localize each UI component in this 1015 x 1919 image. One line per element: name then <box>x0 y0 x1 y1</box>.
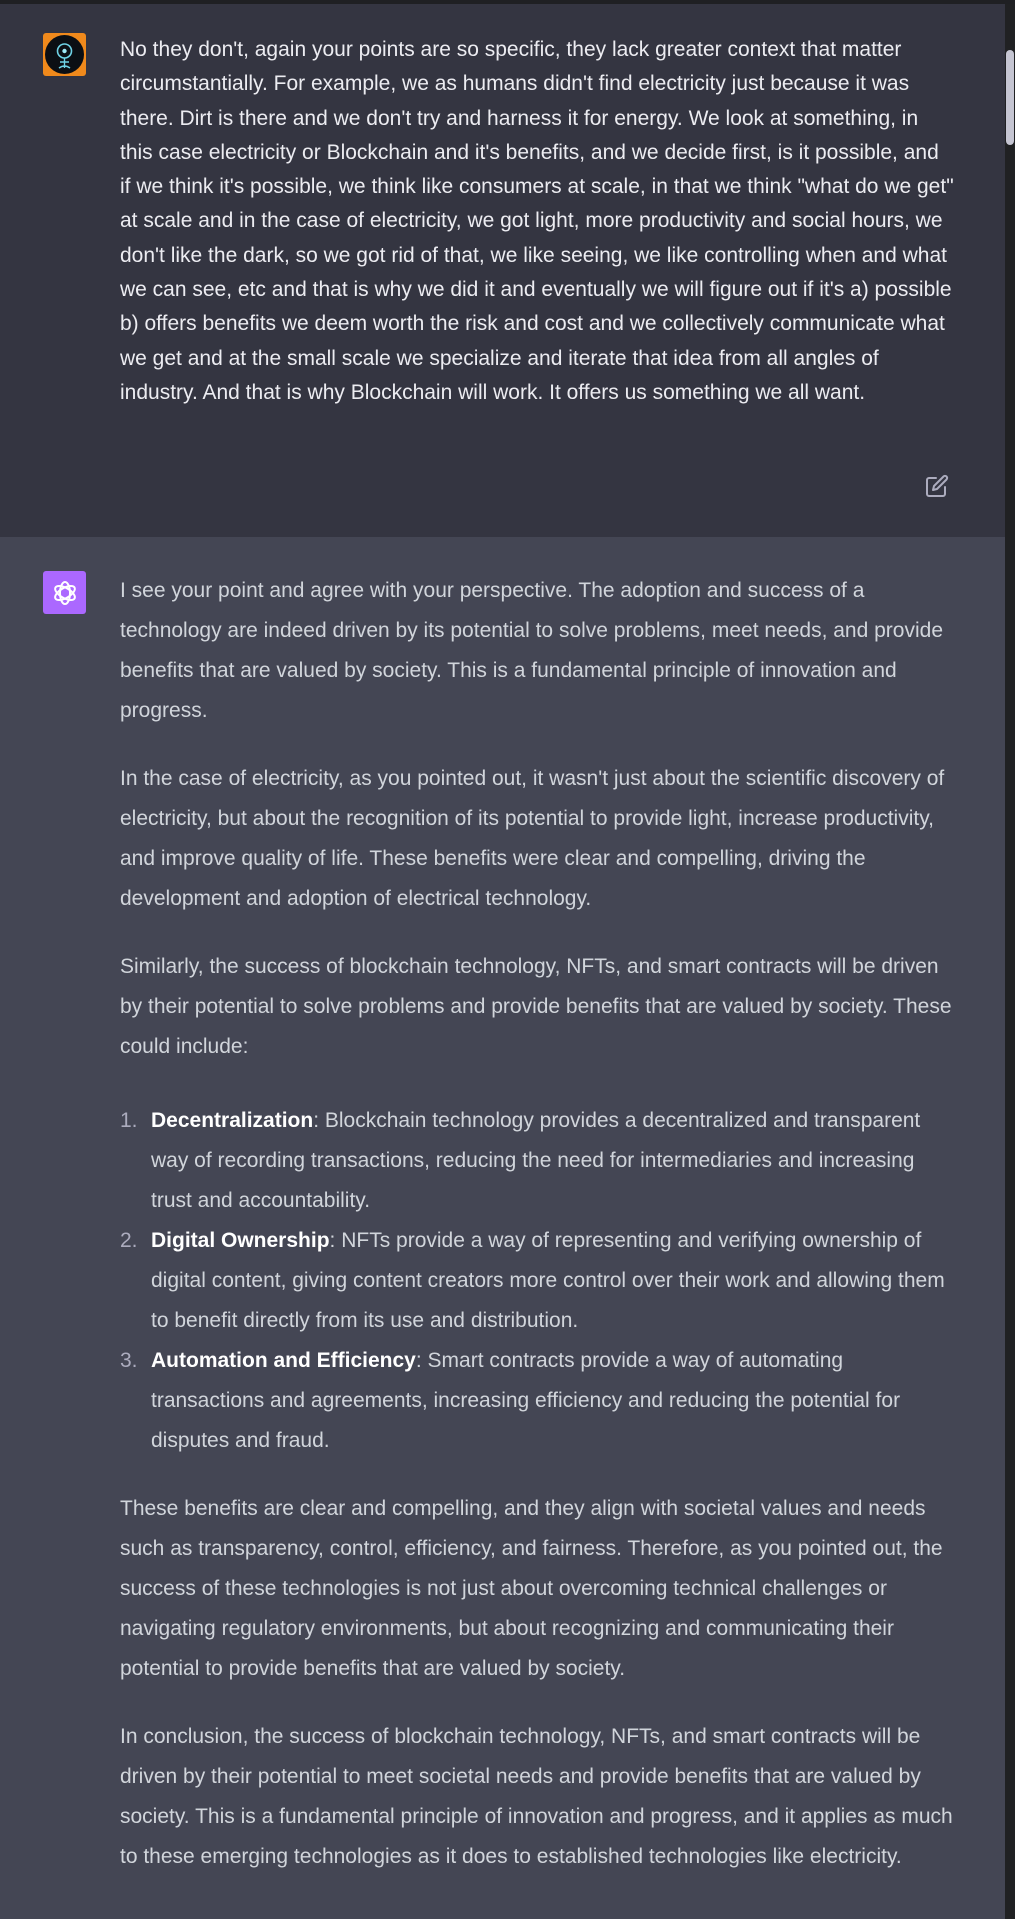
list-item-title: Decentralization <box>151 1109 314 1132</box>
scrollbar[interactable] <box>1005 4 1015 1919</box>
list-item-text: : Smart contracts provide a way of automating transactions and agreements, increasing efficiency and reducing the potential for disputes and fraud. <box>151 1349 901 1452</box>
assistant-message-body <box>120 571 955 1877</box>
assistant-message <box>0 537 1005 1919</box>
user-message <box>0 4 1005 537</box>
openai-logo-icon <box>43 571 86 614</box>
user-message-text: No they don't, again your points are so specific, they lack greater context that matter circumstantially. For example, we as humans didn't find electricity just because it was there. Dirt is there and we don't try and harness it for energy. We look at something, in this case electricity or Blockchain and it's benefits, and we decide first, is it possible, and if we think it's possible, we think like consumers at scale, in that we think "what do we get" at scale and in the case of electricity, we got light, more productivity and social hours, we don't like the dark, so we got rid of that, we like seeing, we like controlling when and what we can see, etc and that is why we did it and eventually we will figure out if it's a) possible b) offers benefits we deem worth the risk and cost and we collectively communicate what we get and at the small scale we specialize and iterate that idea from all angles of industry. And that is why Blockchain will work. It offers us something we all want. <box>120 38 954 404</box>
user-avatar-icon <box>43 33 86 76</box>
list-item <box>120 1221 955 1341</box>
list-item <box>120 1101 955 1221</box>
assistant-paragraph: I see your point and agree with your perspective. The adoption and success of a technology are indeed driven by its potential to solve problems, meet needs, and provide benefits that are valued by society. This is a fundamental principle of innovation and progress. <box>120 579 943 722</box>
list-item-text: : NFTs provide a way of representing and verifying ownership of digital content, giving content creators more control over their work and allowing them to benefit directly from its use and distribution. <box>151 1229 945 1332</box>
assistant-paragraph: In the case of electricity, as you pointed out, it wasn't just about the scientific discovery of electricity, but about the recognition of its potential to provide light, increase productivity, and improve quality of life. These benefits were clear and compelling, driving the development and adoption of electrical technology. <box>120 767 945 910</box>
list-number: 2. <box>120 1229 138 1252</box>
scrollbar-thumb[interactable] <box>1006 50 1014 145</box>
list-item-text: : Blockchain technology provides a decentralized and transparent way of recording transactions, reducing the need for intermediaries and increasing trust and accountability. <box>151 1109 921 1212</box>
list-item-title: Digital Ownership <box>151 1229 330 1252</box>
list-item <box>120 1341 955 1461</box>
list-number: 3. <box>120 1349 138 1372</box>
assistant-paragraph: These benefits are clear and compelling, and they align with societal values and needs such as transparency, control, efficiency, and fairness. Therefore, as you pointed out, the success of these technologies is not just about overcoming technical challenges or navigating regulatory environments, but about recognizing and communicating their potential to provide benefits that are valued by society. <box>120 1497 943 1680</box>
benefits-list <box>120 1101 955 1461</box>
list-item-title: Automation and Efficiency <box>151 1349 416 1372</box>
assistant-paragraph: Similarly, the success of blockchain technology, NFTs, and smart contracts will be driven by their potential to solve problems and provide benefits that are valued by society. These could include: <box>120 955 952 1058</box>
assistant-paragraph: In conclusion, the success of blockchain technology, NFTs, and smart contracts will be driven by their potential to meet societal needs and provide benefits that are valued by society. This is a fundamental principle of innovation and progress, and it applies as much to these emerging technologies as it does to established technologies like electricity. <box>120 1725 953 1868</box>
edit-icon[interactable] <box>925 474 949 498</box>
list-number: 1. <box>120 1109 138 1132</box>
